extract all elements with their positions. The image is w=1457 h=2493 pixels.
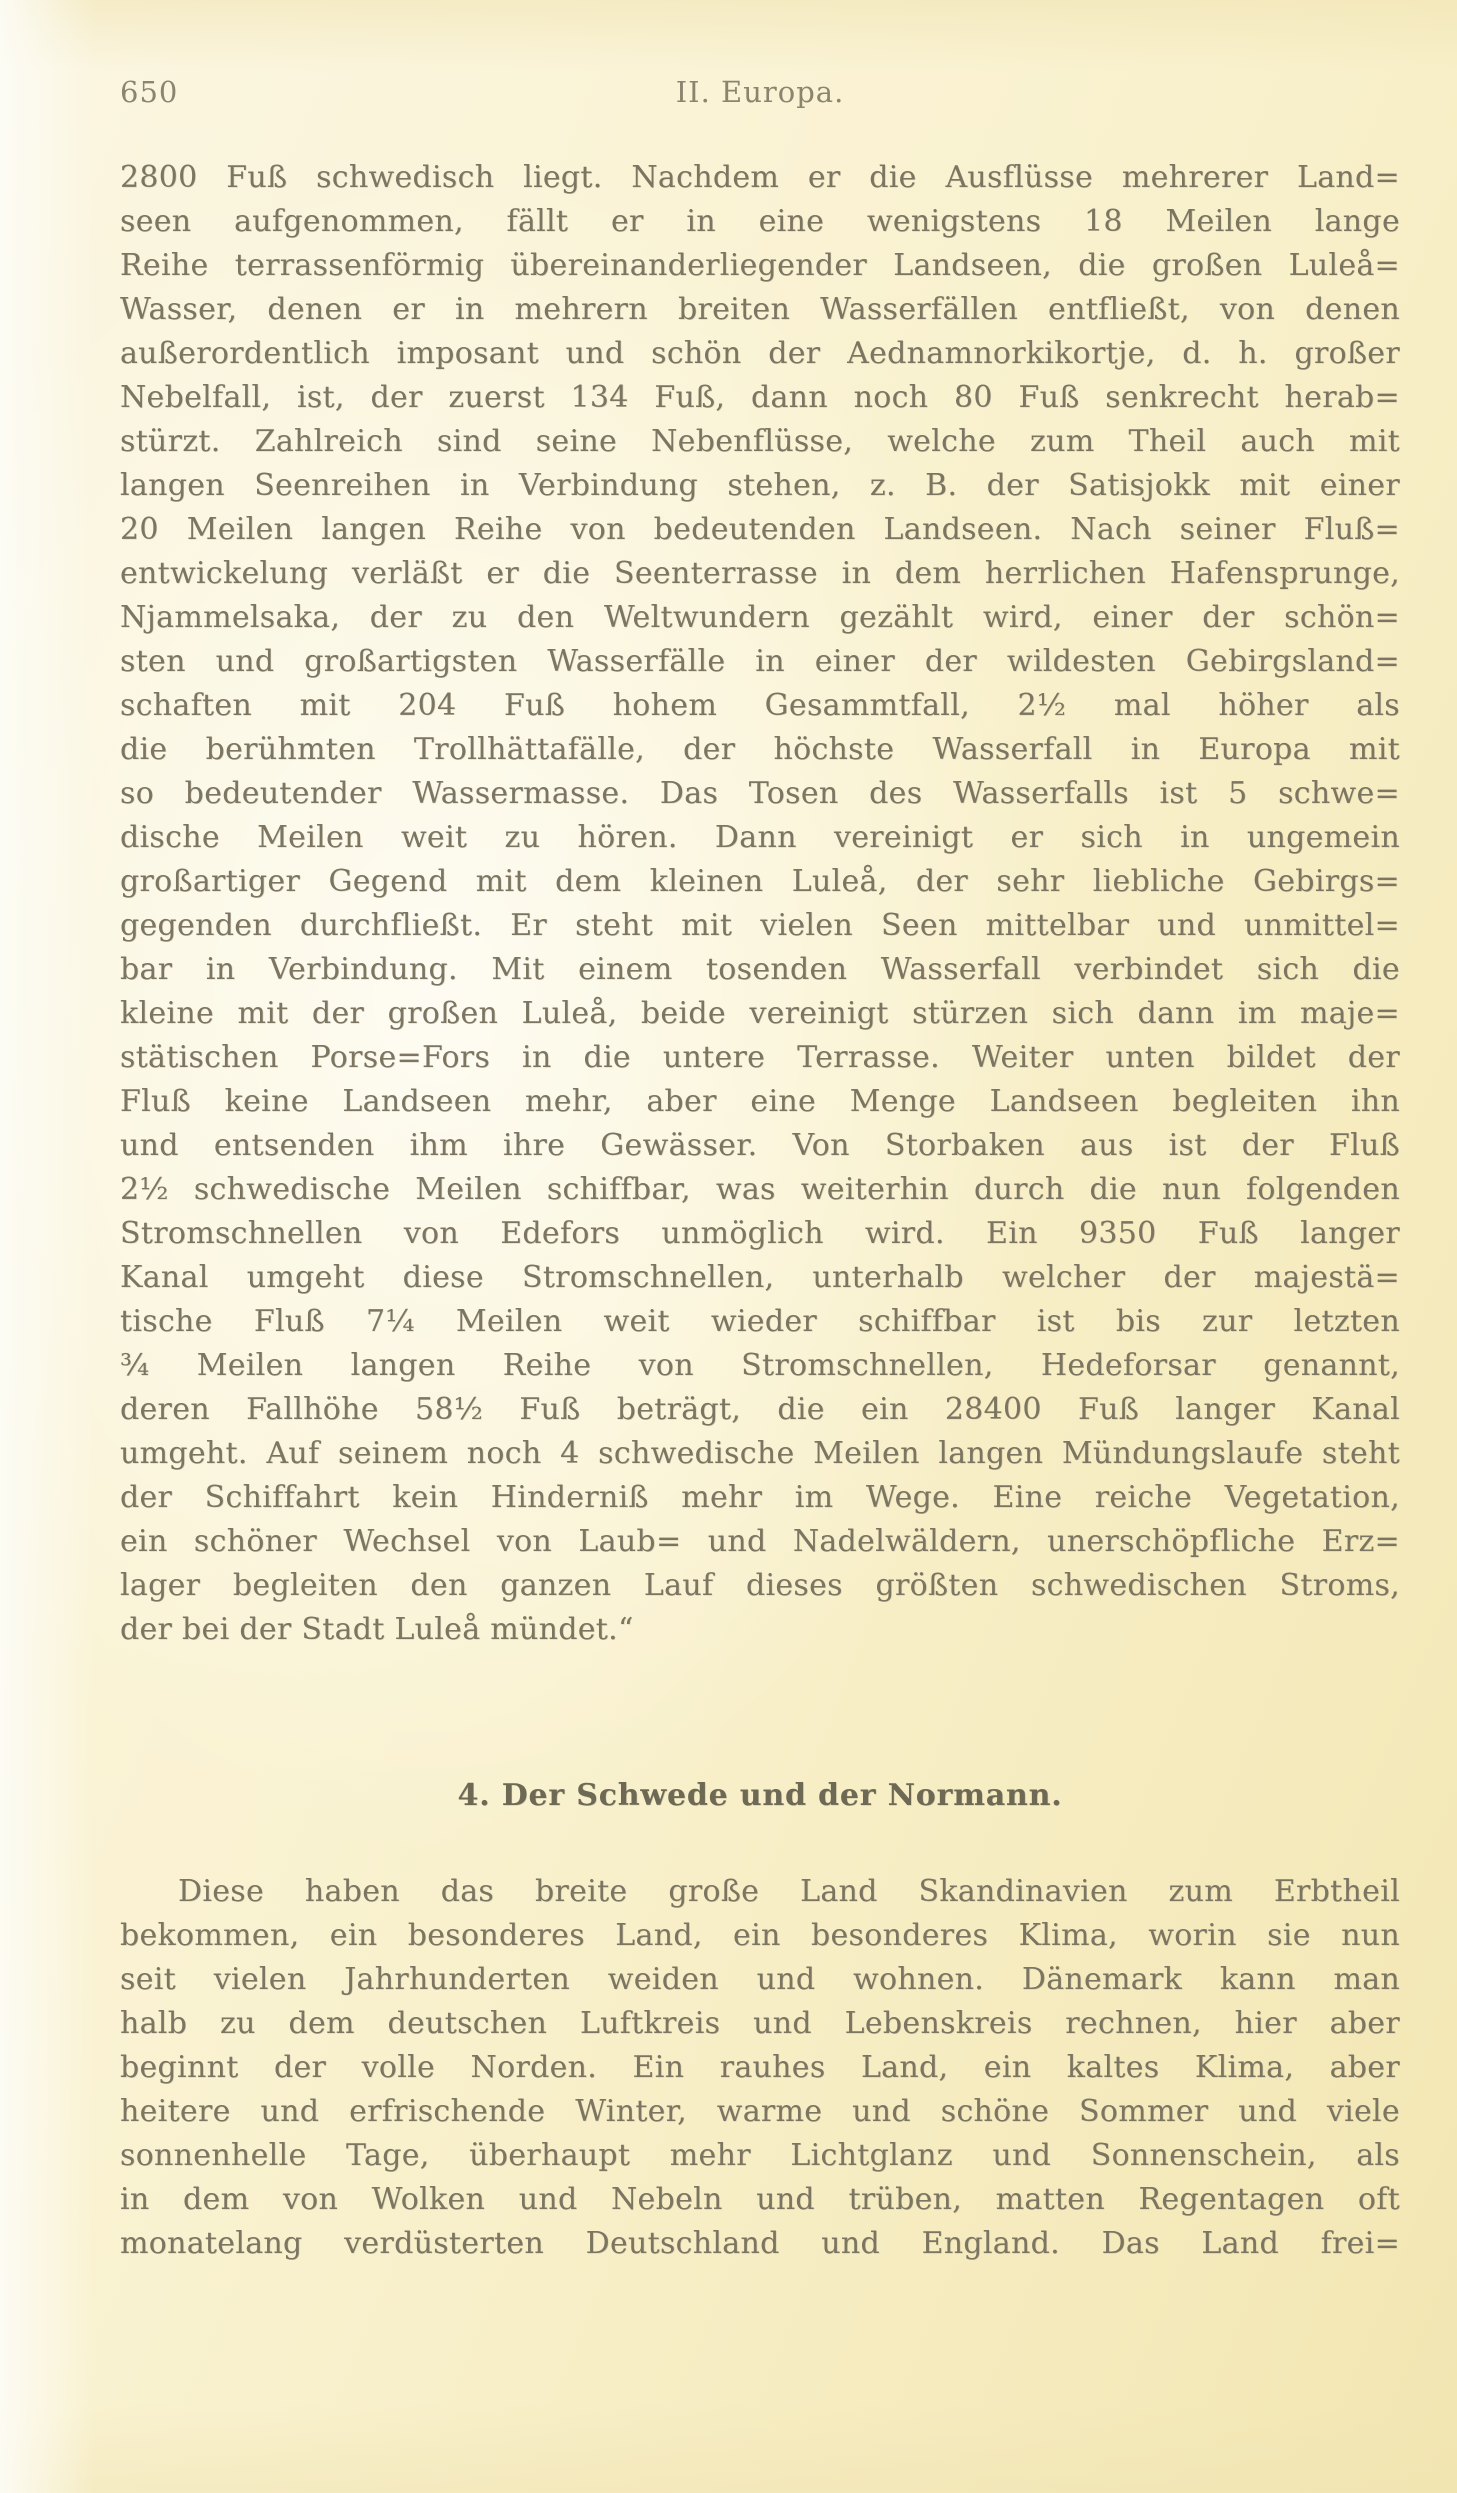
text-line: ¾ Meilen langen Reihe von Stromschnellen, Hedeforsar genannt, (120, 1348, 1400, 1383)
text-line: gegenden durchfließt. Er steht mit vielen Seen mittelbar und unmittel= (120, 908, 1400, 943)
text-line: 20 Meilen langen Reihe von bedeutenden Landseen. Nach seiner Fluß= (120, 512, 1400, 547)
text-line: und entsenden ihm ihre Gewässer. Von Storbaken aus ist der Fluß (120, 1128, 1400, 1163)
text-line: tische Fluß 7¼ Meilen weit wieder schiffbar ist bis zur letzten (120, 1304, 1400, 1339)
text-line: Njammelsaka, der zu den Weltwundern gezählt wird, einer der schön= (120, 600, 1400, 635)
text-line: beginnt der volle Norden. Ein rauhes Land, ein kaltes Klima, aber (120, 2050, 1400, 2085)
text-line: monatelang verdüsterten Deutschland und England. Das Land frei= (120, 2226, 1400, 2261)
text-line: 2800 Fuß schwedisch liegt. Nachdem er die Ausflüsse mehrerer Land= (120, 160, 1400, 195)
text-line: schaften mit 204 Fuß hohem Gesammtfall, 2½ mal höher als (120, 688, 1400, 723)
text-line: so bedeutender Wassermasse. Das Tosen des Wasserfalls ist 5 schwe= (120, 776, 1400, 811)
text-line: deren Fallhöhe 58½ Fuß beträgt, die ein 28400 Fuß langer Kanal (120, 1392, 1400, 1427)
text-line: Wasser, denen er in mehrern breiten Wasserfällen entfließt, von denen (120, 292, 1400, 327)
text-line: Kanal umgeht diese Stromschnellen, unterhalb welcher der majestä= (120, 1260, 1400, 1295)
paragraph-lulea-river (120, 156, 1400, 1652)
text-line: umgeht. Auf seinem noch 4 schwedische Meilen langen Mündungslaufe steht (120, 1436, 1400, 1471)
text-line: in dem von Wolken und Nebeln und trüben, matten Regentagen oft (120, 2182, 1400, 2217)
text-line: kleine mit der großen Luleå, beide vereinigt stürzen sich dann im maje= (120, 996, 1400, 1031)
text-line: seit vielen Jahrhunderten weiden und wohnen. Dänemark kann man (120, 1962, 1400, 1997)
text-line: entwickelung verläßt er die Seenterrasse in dem herrlichen Hafensprunge, (120, 556, 1400, 591)
text-line: außerordentlich imposant und schön der Aednamnorkikortje, d. h. großer (120, 336, 1400, 371)
text-line: stürzt. Zahlreich sind seine Nebenflüsse, welche zum Theil auch mit (120, 424, 1400, 459)
text-line: lager begleiten den ganzen Lauf dieses größten schwedischen Stroms, (120, 1568, 1400, 1603)
text-line: langen Seenreihen in Verbindung stehen, z. B. der Satisjokk mit einer (120, 468, 1400, 503)
section-heading: 4. Der Schwede und der Normann. (457, 1778, 1063, 1813)
text-line: Reihe terrassenförmig übereinanderliegender Landseen, die großen Luleå= (120, 248, 1400, 283)
text-line: Nebelfall, ist, der zuerst 134 Fuß, dann noch 80 Fuß senkrecht herab= (120, 380, 1400, 415)
text-line: großartiger Gegend mit dem kleinen Luleå, der sehr liebliche Gebirgs= (120, 864, 1400, 899)
running-title: II. Europa. (675, 75, 845, 109)
text-line: Diese haben das breite große Land Skandinavien zum Erbtheil (178, 1874, 1400, 1909)
paragraph-schwede-normann (120, 1870, 1400, 2266)
text-line: stätischen Porse=Fors in die untere Terrasse. Weiter unten bildet der (120, 1040, 1400, 1075)
text-line: halb zu dem deutschen Luftkreis und Lebenskreis rechnen, hier aber (120, 2006, 1400, 2041)
text-line: der Schiffahrt kein Hinderniß mehr im Wege. Eine reiche Vegetation, (120, 1480, 1400, 1515)
text-line: bekommen, ein besonderes Land, ein besonderes Klima, worin sie nun (120, 1918, 1400, 1953)
text-line: ein schöner Wechsel von Laub= und Nadelwäldern, unerschöpfliche Erz= (120, 1524, 1400, 1559)
text-line: heitere und erfrischende Winter, warme und schöne Sommer und viele (120, 2094, 1400, 2129)
page-number: 650 (120, 75, 179, 109)
text-line: bar in Verbindung. Mit einem tosenden Wasserfall verbindet sich die (120, 952, 1400, 987)
text-line: Fluß keine Landseen mehr, aber eine Menge Landseen begleiten ihn (120, 1084, 1400, 1119)
text-line: sonnenhelle Tage, überhaupt mehr Lichtglanz und Sonnenschein, als (120, 2138, 1400, 2173)
text-line: 2½ schwedische Meilen schiffbar, was weiterhin durch die nun folgenden (120, 1172, 1400, 1207)
text-line: sten und großartigsten Wasserfälle in einer der wildesten Gebirgsland= (120, 644, 1400, 679)
page-content (120, 156, 1400, 2266)
text-line: Stromschnellen von Edefors unmöglich wird. Ein 9350 Fuß langer (120, 1216, 1400, 1251)
page-header (120, 75, 1400, 111)
text-line: die berühmten Trollhättafälle, der höchste Wasserfall in Europa mit (120, 732, 1400, 767)
text-line: dische Meilen weit zu hören. Dann vereinigt er sich in ungemein (120, 820, 1400, 855)
text-line: der bei der Stadt Luleå mündet.“ (120, 1612, 634, 1647)
text-line: seen aufgenommen, fällt er in eine wenigstens 18 Meilen lange (120, 204, 1400, 239)
